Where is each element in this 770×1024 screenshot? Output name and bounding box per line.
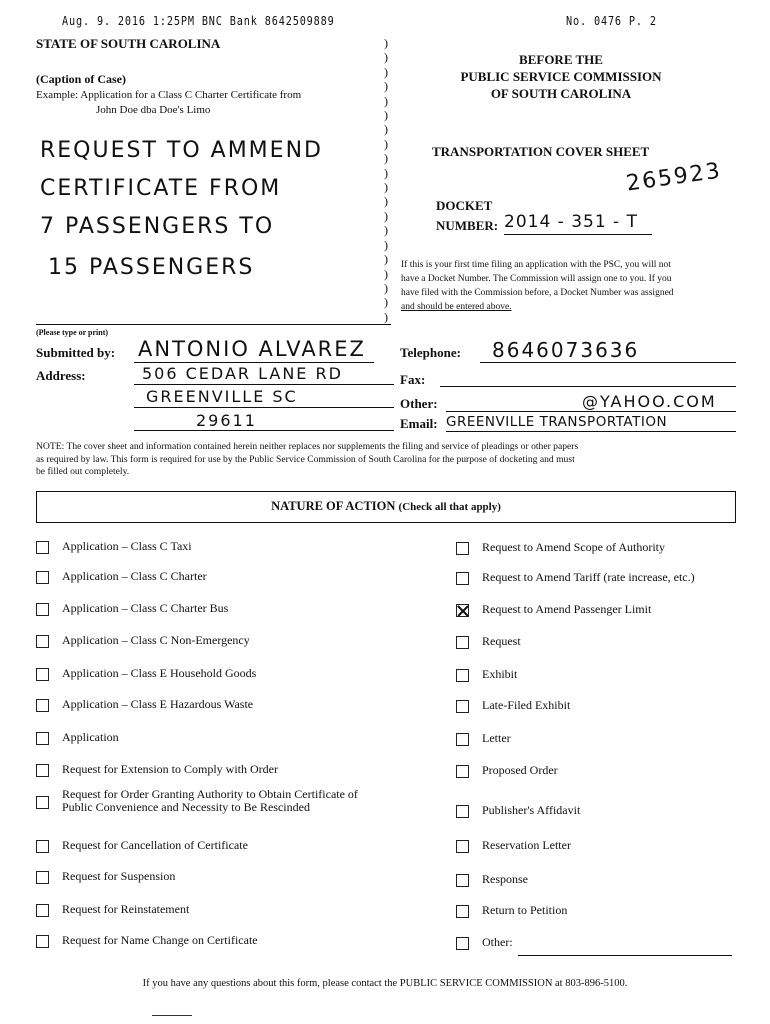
checkbox-request-for-extension-to-comply-with-order[interactable] bbox=[36, 764, 49, 777]
nature-item-label: Request to Amend Scope of Authority bbox=[482, 540, 665, 554]
checkbox-exhibit[interactable] bbox=[456, 669, 469, 682]
email-line bbox=[446, 431, 736, 432]
docket-number-line bbox=[504, 234, 652, 235]
address-line3[interactable]: 29611 bbox=[196, 411, 257, 430]
nature-item-label: Application – Class E Household Goods bbox=[62, 666, 257, 680]
nature-item-label: Return to Petition bbox=[482, 903, 568, 917]
checkbox-request-for-suspension[interactable] bbox=[36, 871, 49, 884]
email-label: Email: bbox=[400, 416, 438, 431]
checkbox-reservation-letter[interactable] bbox=[456, 840, 469, 853]
nature-item-label: Request to Amend Passenger Limit bbox=[482, 602, 652, 616]
checkbox-request-to-amend-scope-of-authority[interactable] bbox=[456, 542, 469, 555]
other-line bbox=[446, 411, 736, 412]
checkbox-request-to-amend-passenger-limit[interactable] bbox=[456, 604, 469, 617]
checkbox-late-filed-exhibit[interactable] bbox=[456, 700, 469, 713]
docket-label: DOCKET bbox=[436, 198, 493, 213]
nature-item-label: Exhibit bbox=[482, 667, 518, 681]
docket-note-line: have filed with the Commission before, a Docket Number was assigned bbox=[401, 288, 674, 298]
checkbox-proposed-order[interactable] bbox=[456, 765, 469, 778]
nature-item-label: Late-Filed Exhibit bbox=[482, 698, 571, 712]
commission-line2: PUBLIC SERVICE COMMISSION bbox=[460, 69, 662, 84]
email-value[interactable]: GREENVILLE TRANSPORTATION bbox=[446, 414, 668, 430]
telephone-value[interactable]: 8646073636 bbox=[492, 338, 640, 362]
nature-item-label: Request for Suspension bbox=[62, 869, 176, 883]
notice-line: be filled out completely. bbox=[36, 466, 130, 477]
nature-item-label: Request for Cancellation of Certificate bbox=[62, 838, 248, 852]
address-line3-rule bbox=[134, 430, 394, 431]
nature-of-action-box bbox=[36, 491, 736, 523]
telephone-label: Telephone: bbox=[400, 345, 461, 360]
notice-text bbox=[36, 441, 736, 479]
nature-item-label: Letter bbox=[482, 731, 511, 745]
state-heading: STATE OF SOUTH CAROLINA bbox=[36, 36, 221, 51]
checkbox-application-class-c-non-emergency[interactable] bbox=[36, 635, 49, 648]
nature-item-label: Publisher's Affidavit bbox=[482, 803, 581, 817]
handwritten-caption-line2: CERTIFICATE FROM bbox=[40, 176, 282, 201]
nature-item-label: Proposed Order bbox=[482, 763, 558, 777]
checkbox-request-for-order-granting-authority-to-obtain-certificate-of[interactable] bbox=[36, 796, 49, 809]
print-note: (Please type or print) bbox=[36, 328, 109, 337]
commission-line3: OF SOUTH CAROLINA bbox=[490, 86, 632, 101]
checkbox-request-for-reinstatement[interactable] bbox=[36, 904, 49, 917]
nature-item-label: Application – Class C Charter bbox=[62, 569, 207, 583]
caption-example-line1: Example: Application for a Class C Charter Certificate from bbox=[36, 89, 302, 101]
docket-note bbox=[401, 258, 737, 314]
nature-item-label: Application – Class C Non-Emergency bbox=[62, 633, 250, 647]
handwritten-reference-number: 265923 bbox=[624, 158, 724, 197]
footer-contact: If you have any questions about this form, please contact the PUBLIC SERVICE COMMISSION at 803-896-5100. bbox=[142, 978, 628, 989]
fax-line bbox=[440, 386, 736, 387]
nature-item-label: Request for Reinstatement bbox=[62, 902, 190, 916]
address-line2-rule bbox=[134, 407, 394, 408]
checkbox-request[interactable] bbox=[456, 636, 469, 649]
address-line1[interactable]: 506 CEDAR LANE RD bbox=[142, 364, 343, 383]
checkbox-application-class-c-charter-bus[interactable] bbox=[36, 603, 49, 616]
checkbox-application-class-c-taxi[interactable] bbox=[36, 541, 49, 554]
handwritten-caption-line3: 7 PASSENGERS TO bbox=[40, 214, 275, 239]
nature-item-label: Request bbox=[482, 634, 521, 648]
address-line1-rule bbox=[134, 384, 394, 385]
checkbox-letter[interactable] bbox=[456, 733, 469, 746]
nature-item-label: Request to Amend Tariff (rate increase, etc.) bbox=[482, 570, 695, 584]
footer-mark bbox=[152, 1015, 192, 1016]
commission-line1: BEFORE THE bbox=[519, 52, 603, 67]
fax-header-left: Aug. 9. 2016 1:25PM BNC Bank 8642509889 bbox=[62, 14, 335, 28]
nature-of-action-subtitle: (Check all that apply) bbox=[398, 501, 501, 513]
checkbox-other[interactable] bbox=[456, 937, 469, 950]
checkbox-publisher-s-affidavit[interactable] bbox=[456, 805, 469, 818]
nature-item-label: Application – Class C Taxi bbox=[62, 539, 192, 553]
address-line2[interactable]: GREENVILLE SC bbox=[146, 387, 298, 406]
checkbox-application-class-c-charter[interactable] bbox=[36, 571, 49, 584]
telephone-line bbox=[480, 362, 736, 363]
other-label: Other: bbox=[400, 396, 438, 411]
submitted-by-label: Submitted by: bbox=[36, 345, 116, 360]
fax-label: Fax: bbox=[400, 372, 426, 387]
checkbox-request-for-name-change-on-certificate[interactable] bbox=[36, 935, 49, 948]
docket-number-value[interactable]: 2014 - 351 - T bbox=[504, 212, 638, 232]
nature-item-label: Application – Class C Charter Bus bbox=[62, 601, 229, 615]
notice-line: NOTE: The cover sheet and information contained herein neither replaces nor supplements the filing and service of pleadings or other papers bbox=[36, 441, 579, 452]
submitted-by-line bbox=[134, 362, 374, 363]
address-label: Address: bbox=[36, 368, 86, 383]
nature-item-label: Reservation Letter bbox=[482, 838, 571, 852]
checkbox-return-to-petition[interactable] bbox=[456, 905, 469, 918]
docket-note-line: If this is your first time filing an application with the PSC, you will not bbox=[401, 260, 671, 270]
caption-brace-divider: ) ) ) ) ) ) ) ) ) ) ) ) ) ) ) ) ) ) ) ) bbox=[384, 36, 388, 324]
notice-line: as required by law. This form is required for use by the Public Service Commission of South Carolina for the purpose of docketing and must bbox=[36, 453, 575, 465]
cover-sheet-title: TRANSPORTATION COVER SHEET bbox=[432, 144, 650, 159]
nature-item-label: Other: bbox=[482, 935, 513, 949]
checkbox-response[interactable] bbox=[456, 874, 469, 887]
docket-note-line: and should be entered above. bbox=[401, 302, 512, 312]
nature-item-label: Request for Name Change on Certificate bbox=[62, 933, 258, 947]
caption-example-line2: John Doe dba Doe's Limo bbox=[96, 104, 211, 116]
nature-item-label: Request for Order Granting Authority to Obtain Certificate of Public Convenience and Necessity to Be Rescinded bbox=[62, 787, 358, 814]
handwritten-caption-line1: REQUEST TO AMMEND bbox=[40, 138, 323, 163]
checkbox-request-for-cancellation-of-certificate[interactable] bbox=[36, 840, 49, 853]
nature-of-action-title: NATURE OF ACTION bbox=[271, 499, 396, 513]
checkbox-application-class-e-household-goods[interactable] bbox=[36, 668, 49, 681]
submitted-by-value[interactable]: ANTONIO ALVAREZ bbox=[138, 337, 366, 361]
other-entry-line bbox=[518, 955, 732, 956]
section-divider bbox=[36, 324, 391, 325]
checkbox-application-class-e-hazardous-waste[interactable] bbox=[36, 699, 49, 712]
nature-item-label: Response bbox=[482, 872, 528, 886]
caption-heading: (Caption of Case) bbox=[36, 72, 126, 86]
docket-note-line: have a Docket Number. The Commission will assign one to you. If you bbox=[401, 274, 672, 284]
docket-number-label: NUMBER: bbox=[436, 218, 499, 233]
nature-item-label: Request for Extension to Comply with Order bbox=[62, 762, 278, 776]
nature-item-label: Application bbox=[62, 730, 119, 744]
checkbox-application[interactable] bbox=[36, 732, 49, 745]
handwritten-caption-line4: 15 PASSENGERS bbox=[48, 255, 255, 280]
checkbox-request-to-amend-tariff-rate-increase-etc[interactable] bbox=[456, 572, 469, 585]
fax-header-right: No. 0476 P. 2 bbox=[566, 14, 657, 28]
other-value[interactable]: @YAHOO.COM bbox=[582, 392, 717, 411]
nature-item-label: Application – Class E Hazardous Waste bbox=[62, 697, 254, 711]
